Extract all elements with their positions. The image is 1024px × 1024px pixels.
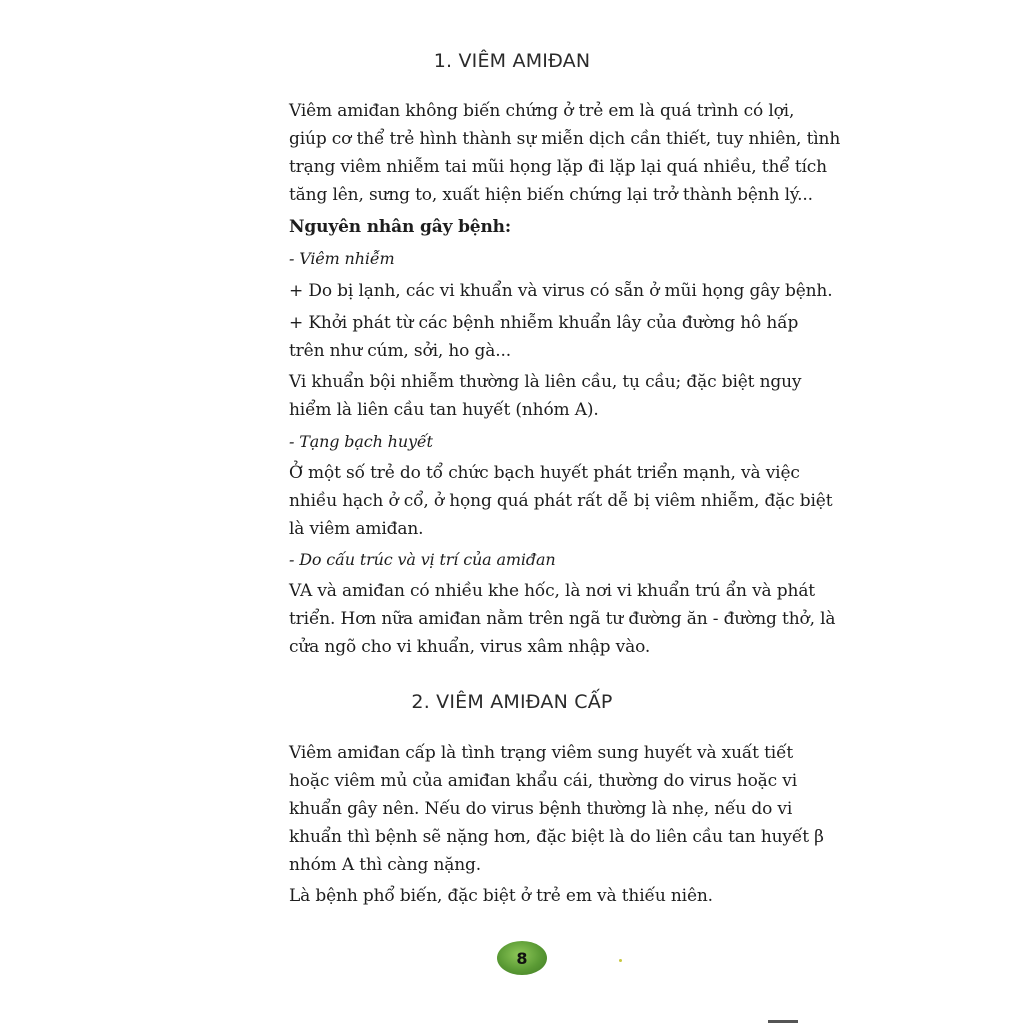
bacteria-line-2: hiểm là liên cầu tan huyết (nhóm A). [289, 400, 599, 420]
structure-line-3: cửa ngõ cho vi khuẩn, virus xâm nhập vào. [289, 637, 651, 657]
intro-line-3: trạng viêm nhiễm tai mũi họng lặp đi lặp lại quá nhiều, thể tích [289, 157, 827, 177]
structure-line-1: VA và amiđan có nhiều khe hốc, là nơi vi khuẩn trú ẩn và phát [289, 581, 815, 601]
causes-label: Nguyên nhân gây bệnh: [289, 217, 512, 237]
acute-line-1: Viêm amiđan cấp là tình trạng viêm sung huyết và xuất tiết [289, 743, 794, 763]
section-2-heading: 2. VIÊM AMIĐAN CẤP [411, 691, 613, 713]
cause-item-2-cont: trên như cúm, sởi, ho gà... [289, 341, 511, 361]
sub-heading-infection: - Viêm nhiễm [289, 249, 395, 268]
acute-line-3: khuẩn gây nên. Nếu do virus bệnh thường là nhẹ, nếu do vi [289, 799, 793, 819]
section-1-heading: 1. VIÊM AMIĐAN [433, 50, 591, 72]
sub-heading-lymphatic: - Tạng bạch huyết [289, 432, 433, 451]
intro-line-2: giúp cơ thể trẻ hình thành sự miễn dịch cần thiết, tuy nhiên, tình [289, 129, 841, 149]
cause-item-1: + Do bị lạnh, các vi khuẩn và virus có sẵn ở mũi họng gây bệnh. [289, 281, 833, 301]
sub-heading-structure: - Do cấu trúc và vị trí của amiđan [289, 550, 556, 569]
common-disease-line: Là bệnh phổ biến, đặc biệt ở trẻ em và thiếu niên. [289, 886, 713, 906]
page-number-badge [497, 941, 547, 975]
acute-line-5: nhóm A thì càng nặng. [289, 855, 482, 875]
lymphatic-line-3: là viêm amiđan. [289, 519, 424, 539]
intro-line-1: Viêm amiđan không biến chứng ở trẻ em là quá trình có lợi, [289, 101, 795, 121]
cause-item-2: + Khởi phát từ các bệnh nhiễm khuẩn lây của đường hô hấp [289, 313, 799, 333]
intro-line-4: tăng lên, sưng to, xuất hiện biến chứng lại trở thành bệnh lý... [289, 185, 813, 205]
edge-mark [768, 1020, 798, 1023]
page-number: 8 [516, 948, 528, 968]
acute-line-2: hoặc viêm mủ của amiđan khẩu cái, thường do virus hoặc vi [289, 771, 798, 791]
structure-line-2: triển. Hơn nữa amiđan nằm trên ngã tư đường ăn - đường thở, là [289, 609, 836, 629]
acute-line-4: khuẩn thì bệnh sẽ nặng hơn, đặc biệt là do liên cầu tan huyết β [289, 827, 824, 847]
lymphatic-line-1: Ở một số trẻ do tổ chức bạch huyết phát triển mạnh, và việc [289, 463, 800, 483]
speck-decoration [619, 959, 622, 962]
bacteria-line-1: Vi khuẩn bội nhiễm thường là liên cầu, tụ cầu; đặc biệt nguy [289, 372, 802, 392]
lymphatic-line-2: nhiều hạch ở cổ, ở họng quá phát rất dễ bị viêm nhiễm, đặc biệt [289, 491, 833, 511]
